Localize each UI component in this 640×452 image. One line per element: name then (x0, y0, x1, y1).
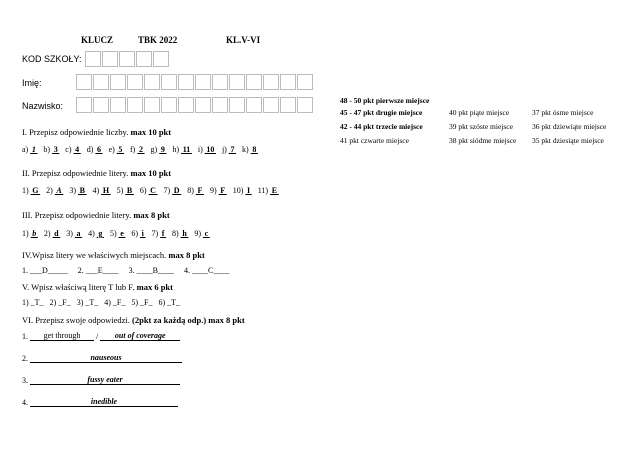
section-2-answers (22, 186, 285, 195)
letter-box[interactable] (110, 97, 126, 113)
answer-item: 6) i (131, 229, 146, 238)
answer-item: g) 9 (150, 145, 167, 154)
letter-box[interactable] (127, 97, 143, 113)
header-key: KLUCZ (81, 35, 114, 45)
answer-item: k) 8 (242, 145, 258, 154)
answer-item: 8) h (172, 229, 189, 238)
answer-item: 5) e (109, 229, 126, 238)
answer-item: e) 5 (108, 145, 125, 154)
letter-box[interactable] (76, 74, 92, 90)
answer-item: 2. ___E____ (77, 266, 119, 275)
score-8: 37 pkt ósme miejsce (532, 108, 594, 117)
answer-item: 4) H (92, 186, 111, 195)
letter-box[interactable] (178, 97, 194, 113)
score-3: 42 - 44 pkt trzecie miejsce (340, 122, 423, 131)
letter-box[interactable] (280, 97, 296, 113)
school-code-label: KOD SZKOŁY: (22, 54, 82, 64)
section-6-title: VI. Przepisz swoje odpowiedzi. (2pkt za każdą odp.) max 8 pkt (22, 315, 245, 325)
letter-box[interactable] (297, 97, 313, 113)
name-boxes[interactable] (76, 74, 314, 90)
answer-item: c) 4 (65, 145, 81, 154)
letter-box[interactable] (229, 74, 245, 90)
answer-item: 6) C (139, 186, 158, 195)
section-3-title: III. Przepisz odpowiednie litery. max 8 pkt (22, 210, 170, 220)
name-label: Imię: (22, 78, 42, 88)
answer-item: 2) _F_ (49, 298, 71, 307)
answer-item: 1) _T_ (22, 298, 44, 307)
answer-item: a) 1 (22, 145, 38, 154)
answer-item: d) 6 (86, 145, 103, 154)
letter-box[interactable] (212, 74, 228, 90)
letter-box[interactable] (178, 74, 194, 90)
answer-item: 2) d (43, 229, 61, 238)
letter-box[interactable] (263, 74, 279, 90)
score-2: 45 - 47 pkt drugie miejsce (340, 108, 423, 117)
letter-box[interactable] (246, 74, 262, 90)
letter-box[interactable] (161, 74, 177, 90)
letter-box[interactable] (195, 97, 211, 113)
letter-box[interactable] (93, 74, 109, 90)
letter-box[interactable] (229, 97, 245, 113)
answer-item: 11) E (257, 186, 279, 195)
letter-box[interactable] (76, 97, 92, 113)
section-3-answers (22, 229, 216, 238)
answer-item: 6) _T_ (158, 298, 181, 307)
answer-item: 3) _T_ (76, 298, 99, 307)
score-6: 39 pkt szóste miejsce (449, 122, 513, 131)
section-5-title: V. Wpisz właściwą literę T lub F. max 6 pkt (22, 282, 173, 292)
answer-item: i) 10 (197, 145, 216, 154)
surname-boxes[interactable] (76, 97, 314, 113)
section-6-answer-4: 4. inedible (22, 397, 178, 407)
answer-item: h) 11 (172, 145, 192, 154)
letter-box[interactable] (246, 97, 262, 113)
letter-box[interactable] (195, 74, 211, 90)
header-tbk: TBK 2022 (138, 35, 178, 45)
letter-box[interactable] (161, 97, 177, 113)
answer-item: 4) _F_ (104, 298, 126, 307)
answer-item: 2) A (46, 186, 64, 195)
section-5-answers (22, 298, 186, 307)
letter-box[interactable] (297, 74, 313, 90)
letter-box[interactable] (127, 74, 143, 90)
answer-item: 8) F (187, 186, 204, 195)
answer-item: 4. ____C____ (184, 266, 230, 275)
answer-item: 7) D (163, 186, 182, 195)
letter-box[interactable] (93, 97, 109, 113)
answer-item: 1. ___D_____ (22, 266, 68, 275)
letter-box[interactable] (280, 74, 296, 90)
answer-item: 9) F (209, 186, 227, 195)
answer-item: 10) I (232, 186, 252, 195)
score-1: 48 - 50 pkt pierwsze miejsce (340, 96, 430, 105)
letter-box[interactable] (144, 97, 160, 113)
header-class: KL.V-VI (226, 35, 261, 45)
surname-label: Nazwisko: (22, 101, 64, 111)
answer-item: 1) b (22, 229, 38, 238)
section-1-title: I. Przepisz odpowiednie liczby. max 10 pkt (22, 127, 172, 137)
section-2-title: II. Przepisz odpowiednie litery. max 10 pkt (22, 168, 172, 178)
score-7: 38 pkt siódme miejsce (449, 136, 517, 145)
answer-item: 3) a (66, 229, 83, 238)
letter-box[interactable] (212, 97, 228, 113)
answer-item: 3) B (69, 186, 87, 195)
letter-box[interactable] (144, 74, 160, 90)
score-5: 40 pkt piąte miejsce (449, 108, 510, 117)
answer-item: 7) f (151, 229, 167, 238)
answer-item: 4) g (88, 229, 104, 238)
answer-item: 5) B (116, 186, 134, 195)
answer-item: 5) _F_ (131, 298, 153, 307)
answer-item: b) 3 (43, 145, 60, 154)
answer-item: 1) G (22, 186, 41, 195)
score-4: 41 pkt czwarte miejsce (340, 136, 409, 145)
answer-item: 9) c (194, 229, 210, 238)
letter-box[interactable] (263, 97, 279, 113)
letter-box[interactable] (110, 74, 126, 90)
score-9: 36 pkt dziewiąte miejsce (532, 122, 607, 131)
answer-item: j) 7 (221, 145, 237, 154)
answer-item: f) 2 (130, 145, 145, 154)
section-4-title: IV.Wpisz litery we właściwych miejscach. max 8 pkt (22, 250, 205, 260)
section-1-answers (22, 145, 264, 154)
answer-item: 3. ____B____ (128, 266, 175, 275)
section-6-answer-3: 3. fussy eater (22, 375, 180, 385)
school-code-boxes[interactable] (85, 51, 170, 67)
section-4-answers (22, 266, 239, 275)
score-10: 35 pkt dziesiąte miejsce (532, 136, 604, 145)
section-6-answer-2: 2. nauseous (22, 353, 182, 363)
section-6-answer-1: 1. get through / out of coverage (22, 331, 180, 341)
